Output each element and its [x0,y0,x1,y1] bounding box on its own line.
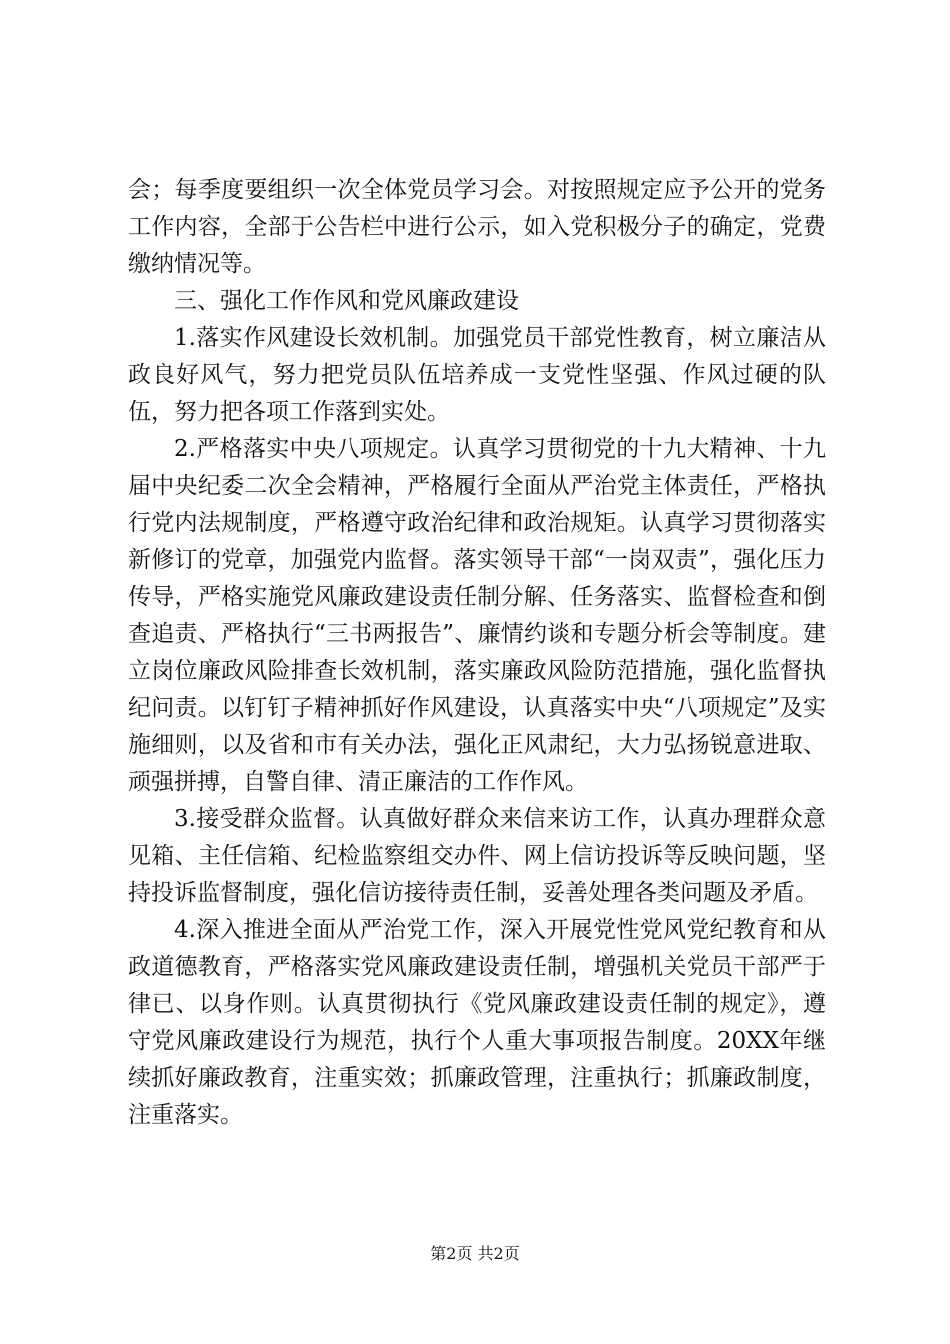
document-body [128,172,826,1134]
paragraph-item-3: 3.接受群众监督。认真做好群众来信来访工作，认真办理群众意见箱、主任信箱、纪检监察组交办件、网上信访投诉等反映问题，坚持投诉监督制度，强化信访接待责任制，妥善处理各类问题及矛盾。 [128,806,826,906]
paragraph-item-1: 1.落实作风建设长效机制。加强党员干部党性教育，树立廉洁从政良好风气，努力把党员队伍培养成一支党性坚强、作风过硬的队伍，努力把各项工作落到实处。 [128,325,826,425]
section-heading: 三、强化工作作风和党风廉政建设 [174,288,519,314]
paragraph-item-2: 2.严格落实中央八项规定。认真学习贯彻党的十九大精神、十九届中央纪委二次全会精神，严格履行全面从严治党主体责任，严格执行党内法规制度，严格遵守政治纪律和政治规矩。认真学习贯彻落实新修订的党章，加强党内监督。落实领导干部“一岗双责”，强化压力传导，严格实施党风廉政建设责任制分解、任务落实、监督检查和倒查追责、严格执行“三书两报告”、廉情约谈和专题分析会等制度。建立岗位廉政风险排查长效机制，落实廉政风险防范措施，强化监督执纪问责。以钉钉子精神抓好作风建设，认真落实中央“八项规定”及实施细则，以及省和市有关办法，强化正风肃纪，大力弘扬锐意进取、顽强拼搏，自警自律、清正廉洁的工作作风。 [128,436,826,795]
paragraph-item-4: 4.深入推进全面从严治党工作，深入开展党性党风党纪教育和从政道德教育，严格落实党风廉政建设责任制，增强机关党员干部严于律已、以身作则。认真贯彻执行《党风廉政建设责任制的规定》，遵守党风廉政建设行为规范，执行个人重大事项报告制度。20XX年继续抓好廉政教育，注重实效；抓廉政管理，注重执行；抓廉政制度，注重落实。 [128,917,826,1128]
page-number-footer: 第2页 共2页 [430,1244,520,1263]
paragraph-continuation: 会；每季度要组织一次全体党员学习会。对按照规定应予公开的党务工作内容，全部于公告栏中进行公示，如入党积极分子的确定，党费缴纳情况等。 [128,177,826,277]
